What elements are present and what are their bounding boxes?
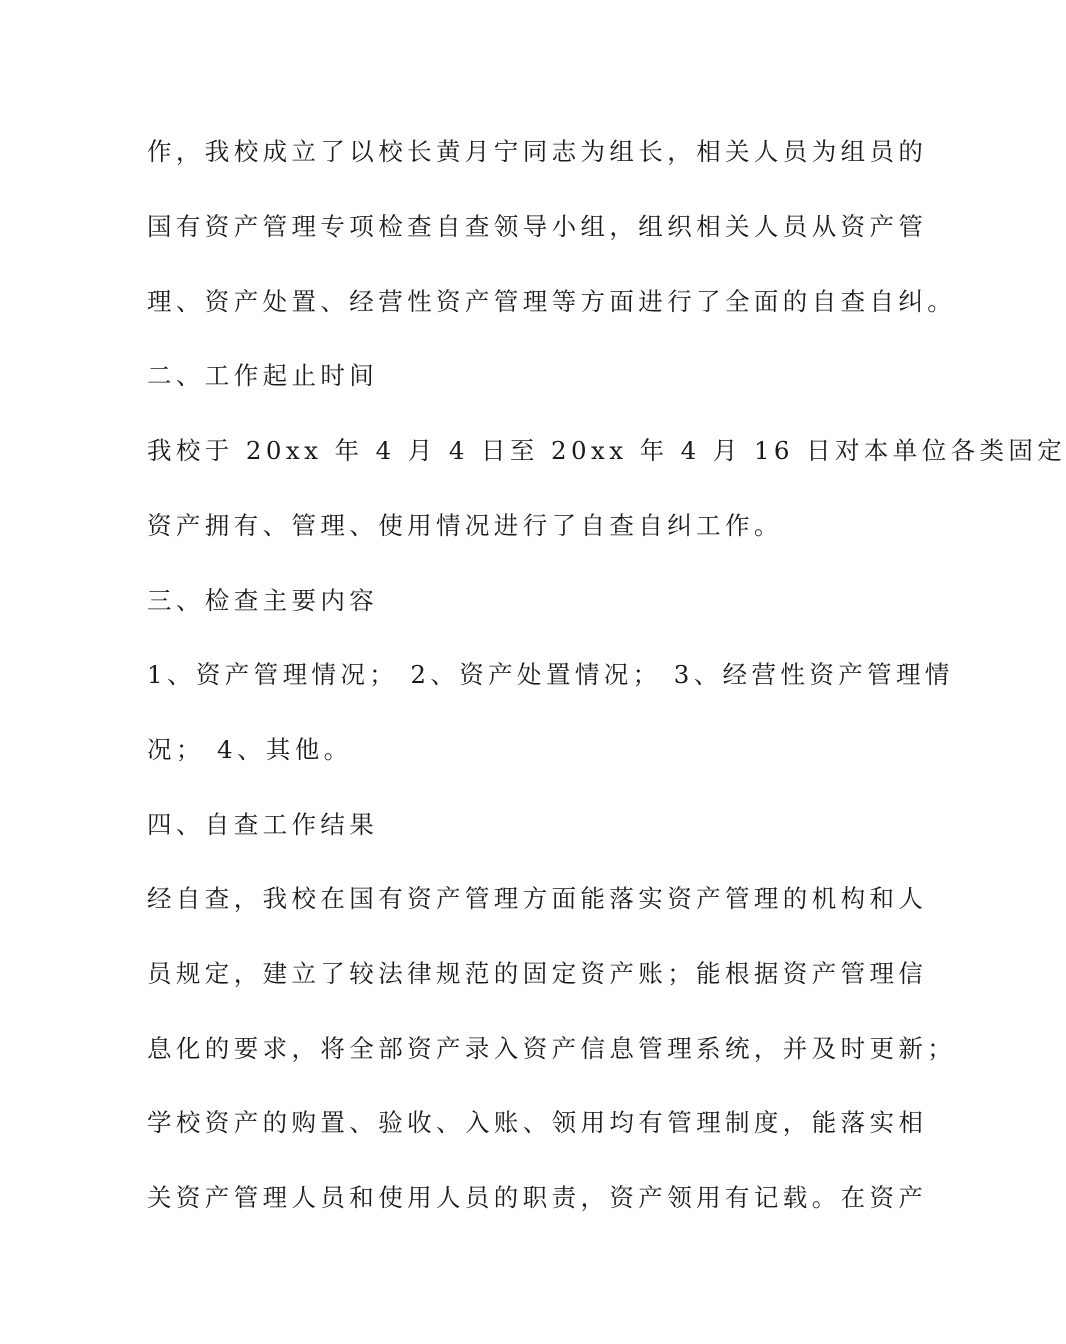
paragraph-line: 1、资产管理情况； 2、资产处置情况； 3、经营性资产管理情 xyxy=(147,660,954,689)
paragraph-line: 经自查，我校在国有资产管理方面能落实资产管理的机构和人 xyxy=(147,884,928,913)
section-heading-main-content: 三、检查主要内容 xyxy=(147,586,379,615)
section-heading-results: 四、自查工作结果 xyxy=(147,810,379,839)
paragraph-line: 国有资产管理专项检查自查领导小组，组织相关人员从资产管 xyxy=(147,212,928,241)
paragraph-line: 况； 4、其他。 xyxy=(147,735,353,764)
section-heading-work-period: 二、工作起止时间 xyxy=(147,361,379,390)
paragraph-line: 员规定，建立了较法律规范的固定资产账；能根据资产管理信 xyxy=(147,959,928,988)
paragraph-line: 作，我校成立了以校长黄月宁同志为组长，相关人员为组员的 xyxy=(147,137,928,166)
paragraph-line: 资产拥有、管理、使用情况进行了自查自纠工作。 xyxy=(147,511,783,540)
paragraph-line: 学校资产的购置、验收、入账、领用均有管理制度，能落实相 xyxy=(147,1108,928,1137)
paragraph-line: 息化的要求，将全部资产录入资产信息管理系统，并及时更新； xyxy=(147,1034,957,1063)
paragraph-line: 理、资产处置、经营性资产管理等方面进行了全面的自查自纠。 xyxy=(147,287,957,316)
paragraph-line: 我校于 20xx 年 4 月 4 日至 20xx 年 4 月 16 日对本单位各类固定 xyxy=(147,436,1066,465)
paragraph-line: 关资产管理人员和使用人员的职责，资产领用有记载。在资产 xyxy=(147,1183,928,1212)
